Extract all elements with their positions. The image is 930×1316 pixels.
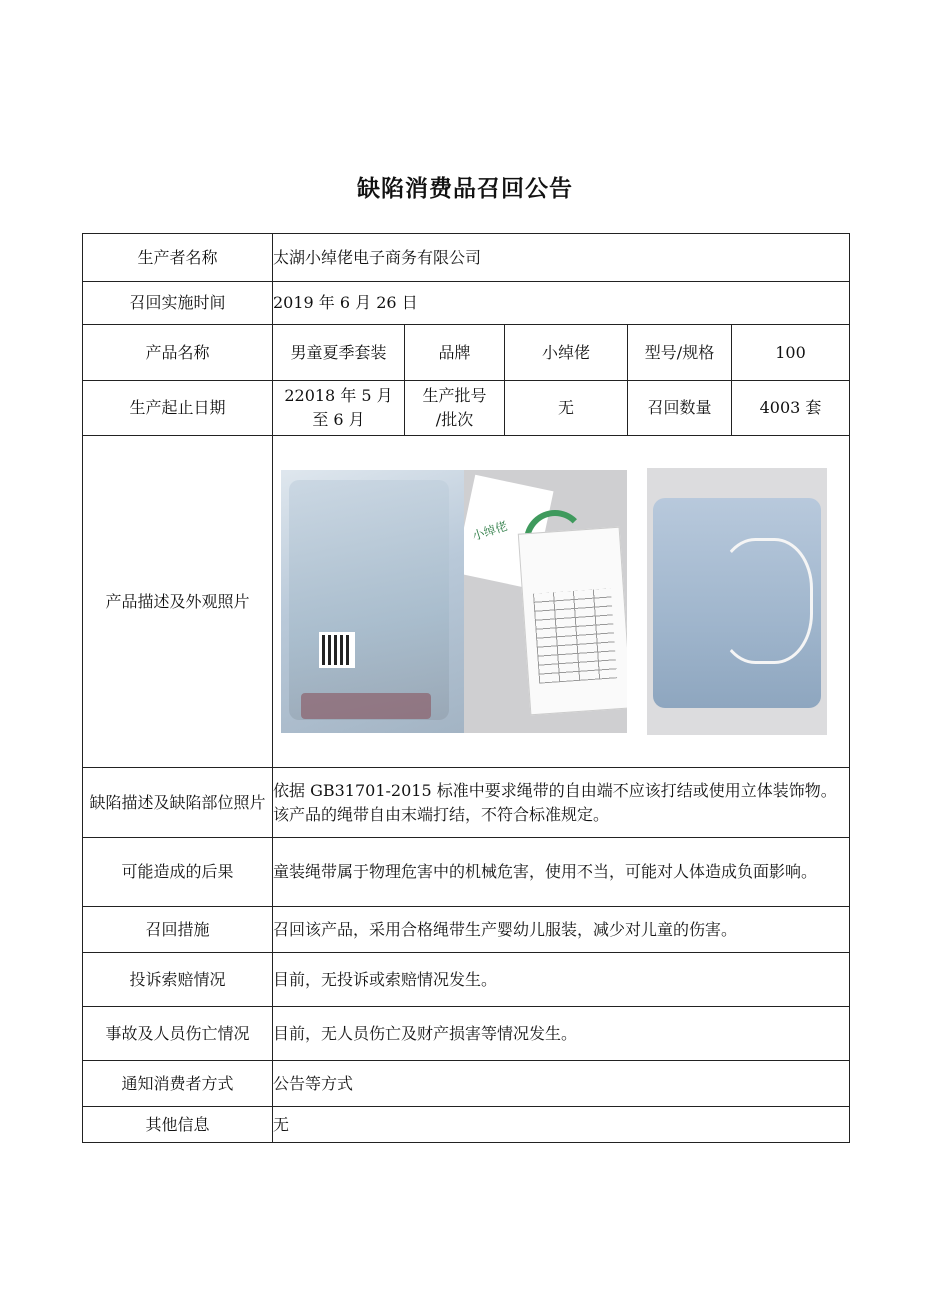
row-complaints: [83, 953, 850, 1007]
row-production: [83, 381, 850, 436]
package-hem-shape: [301, 693, 431, 719]
row-product: [83, 325, 850, 381]
measures-value: 召回该产品，采用合格绳带生产婴幼儿服装，减少对儿童的伤害。: [273, 907, 850, 953]
product-name-label: 产品名称: [83, 325, 273, 381]
accidents-label: 事故及人员伤亡情况: [83, 1007, 273, 1061]
production-date-value: [273, 381, 405, 436]
row-description: [83, 436, 850, 768]
brand-label: 品牌: [405, 325, 505, 381]
photos-cell: [273, 436, 850, 768]
producer-label: 生产者名称: [83, 234, 273, 282]
size-table-shape: [533, 588, 617, 683]
qr-code-icon: [319, 632, 355, 668]
row-notify: [83, 1061, 850, 1107]
batch-label-line1: 生产批号: [422, 386, 487, 405]
product-package-photo: [281, 470, 464, 733]
row-consequence: [83, 838, 850, 907]
recall-table: [82, 233, 850, 1143]
quantity-label: 召回数量: [628, 381, 732, 436]
complaints-label: 投诉索赔情况: [83, 953, 273, 1007]
product-photos: [273, 437, 849, 767]
product-name-value: 男童夏季套装: [273, 325, 405, 381]
production-date-label: 生产起止日期: [83, 381, 273, 436]
tag-brand-text: 小绰佬: [470, 518, 510, 543]
row-accidents: [83, 1007, 850, 1061]
row-defect: [83, 768, 850, 838]
model-label: 型号/规格: [628, 325, 732, 381]
size-tag-shape: [518, 526, 627, 715]
defect-value: 依据 GB31701-2015 标准中要求绳带的自由端不应该打结或使用立体装饰物。该产品的绳带自由末端打结，不符合标准规定。: [273, 768, 850, 838]
model-value: 100: [732, 325, 850, 381]
measures-label: 召回措施: [83, 907, 273, 953]
batch-label: [405, 381, 505, 436]
recall-time-value: 2019 年 6 月 26 日: [273, 282, 850, 325]
drawstring-shape: [717, 538, 813, 664]
row-producer: [83, 234, 850, 282]
description-label: 产品描述及外观照片: [83, 436, 273, 768]
complaints-value: 目前，无投诉或索赔情况发生。: [273, 953, 850, 1007]
notify-value: 公告等方式: [273, 1061, 850, 1107]
row-other: [83, 1107, 850, 1143]
other-value: 无: [273, 1107, 850, 1143]
package-bag-shape: [289, 480, 449, 720]
quantity-value: 4003 套: [732, 381, 850, 436]
accidents-value: 目前，无人员伤亡及财产损害等情况发生。: [273, 1007, 850, 1061]
production-date-line2: 至 6 月: [312, 410, 365, 429]
brand-value: 小绰佬: [505, 325, 628, 381]
recall-time-label: 召回实施时间: [83, 282, 273, 325]
row-measures: [83, 907, 850, 953]
defect-label: 缺陷描述及缺陷部位照片: [83, 768, 273, 838]
row-recall-time: [83, 282, 850, 325]
production-date-line1: 22018 年 5 月: [284, 386, 393, 405]
product-garment-photo: [647, 468, 827, 735]
batch-value: 无: [505, 381, 628, 436]
producer-value: 太湖小绰佬电子商务有限公司: [273, 234, 850, 282]
batch-label-line2: /批次: [435, 410, 474, 429]
consequence-label: 可能造成的后果: [83, 838, 273, 907]
notify-label: 通知消费者方式: [83, 1061, 273, 1107]
page-title: 缺陷消费品召回公告: [357, 176, 573, 202]
other-label: 其他信息: [83, 1107, 273, 1143]
product-tag-photo: [464, 470, 627, 733]
consequence-value: 童装绳带属于物理危害中的机械危害，使用不当，可能对人体造成负面影响。: [273, 838, 850, 907]
